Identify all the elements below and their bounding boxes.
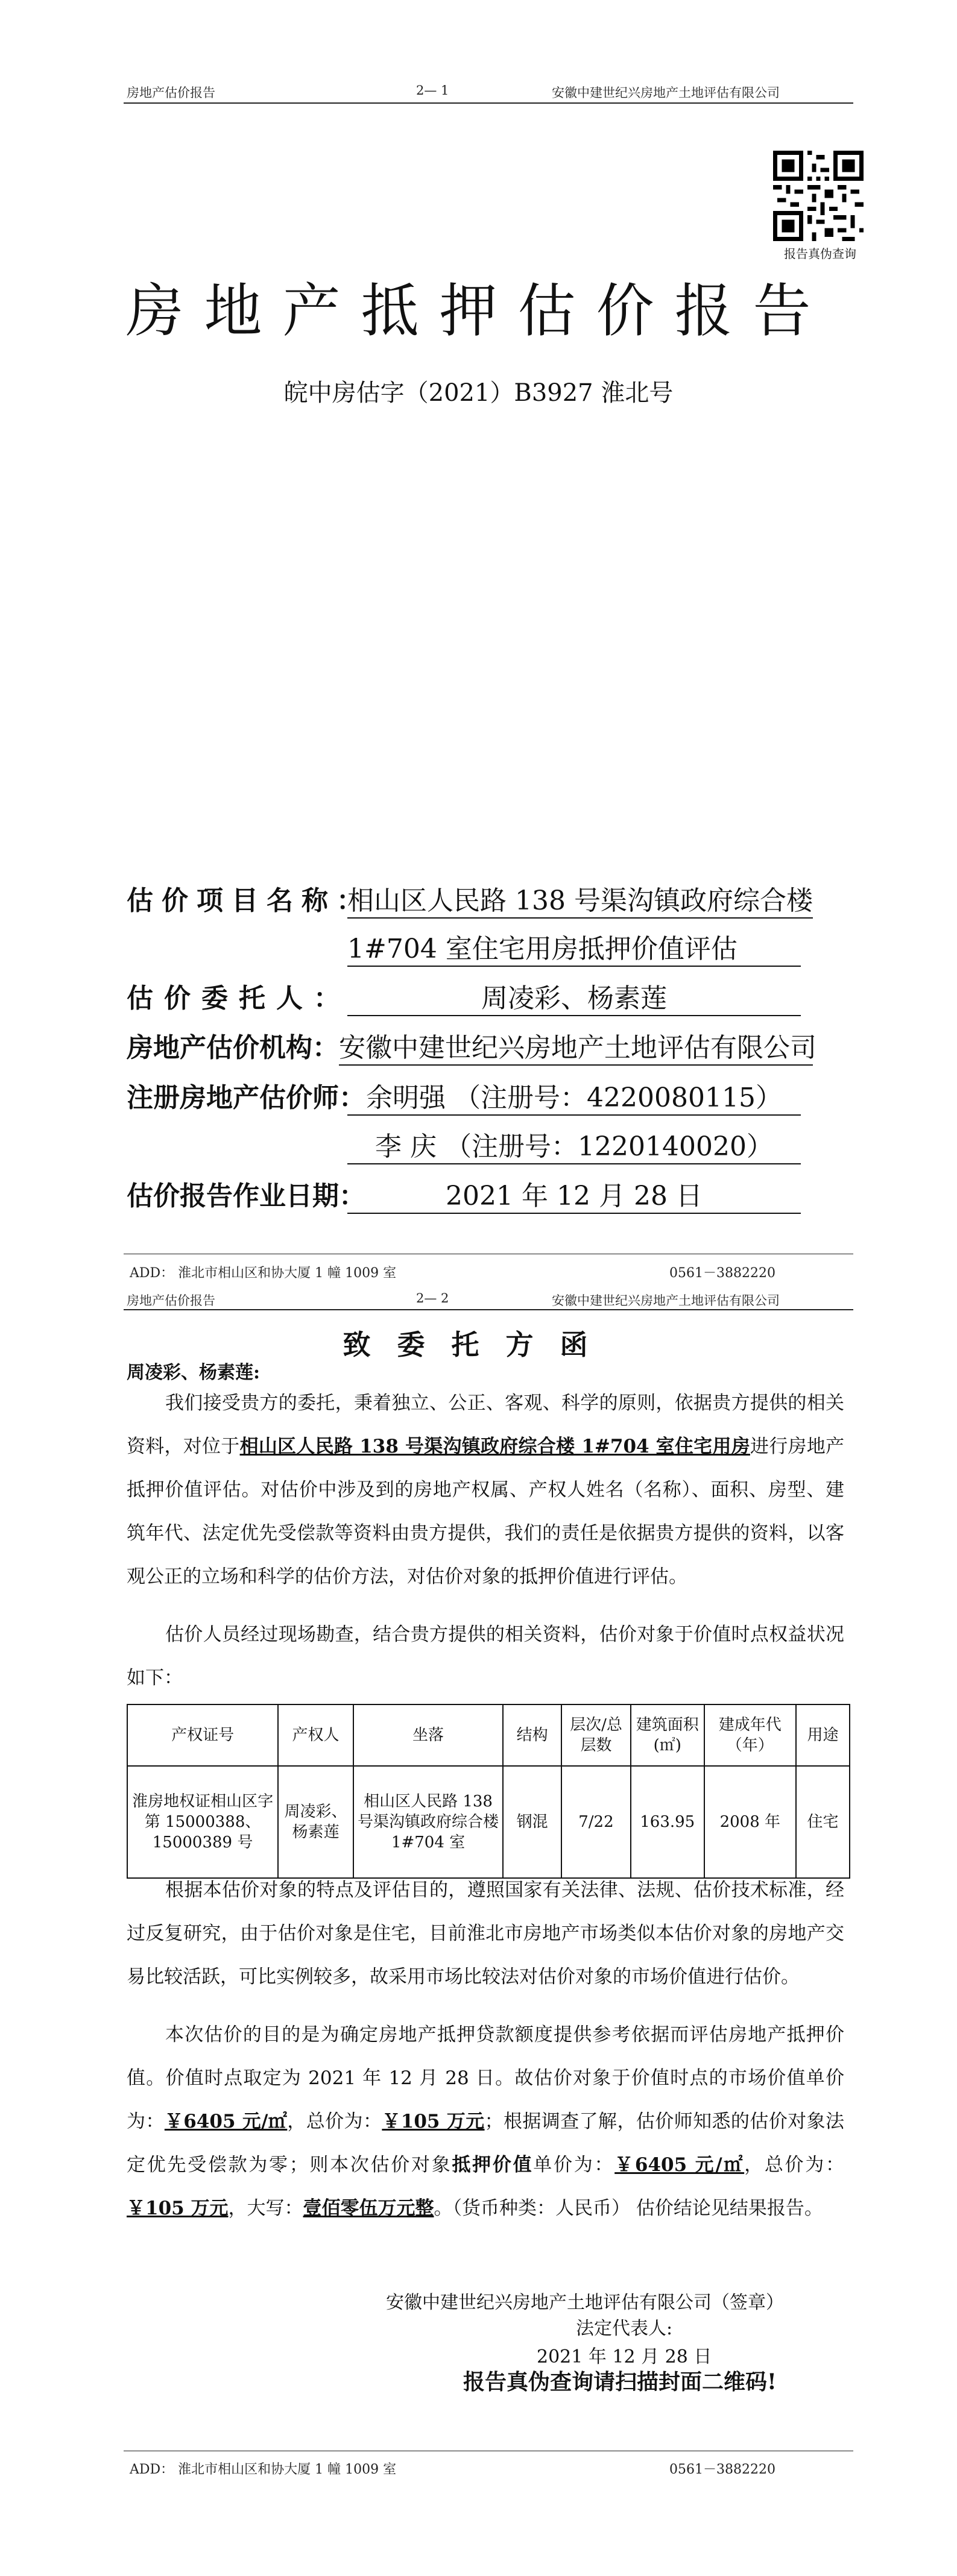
qr-caption: 报告真伪查询: [784, 247, 856, 261]
col-area: 建筑面积(㎡): [631, 1704, 704, 1766]
field-appraiser-2: 李 庆 （注册号：1220140020）: [347, 1125, 801, 1164]
header-page-number-2: 2— 2: [416, 1291, 449, 1305]
p4-text-b: ，总价为：: [287, 2111, 382, 2132]
col-use: 用途: [796, 1704, 850, 1766]
paragraph-1: [127, 1381, 844, 1598]
cell-use: 住宅: [796, 1766, 850, 1878]
p4-text-f: ，总价为：: [744, 2154, 844, 2176]
col-floor: 层次/总层数: [561, 1704, 631, 1766]
field-agency-row: [127, 1026, 816, 1066]
salutation: 周凌彩、杨素莲:: [127, 1362, 261, 1383]
col-structure: 结构: [503, 1704, 561, 1766]
field-appraiser-row: [127, 1076, 801, 1116]
cell-year: 2008 年: [704, 1766, 797, 1878]
field-appraiser-1: 余明强 （注册号：4220080115）: [347, 1076, 801, 1116]
p4-mortgage-value: 抵押价值: [452, 2154, 534, 2176]
p4-text-c: ；根据调查了解，估价师知悉的估价对象法定优先受偿款为零；则本次估价对象: [127, 2111, 844, 2176]
footer-phone: 0561－3882220: [669, 1266, 775, 1281]
field-client-row: [127, 976, 801, 1016]
field-appraiser-label: 注册房地产估价师：: [127, 1082, 365, 1113]
p1-text-c: 进行房地产抵押价值评估。对估价中涉及到的房地产权属、产权人姓名（名称）、面积、房型、建筑年代、法定优先受偿款等资料由贵方提供，我们的责任是依据贵方提供的资料，以客观公正的立场和科学的估价方法，对估价对象的抵押价值进行评估。: [127, 1436, 845, 1588]
paragraph-4: [127, 2013, 844, 2230]
header-left: 房地产估价报告: [127, 86, 215, 100]
cell-structure: 钢混: [503, 1766, 561, 1878]
p4-total-price: ￥105 万元: [382, 2111, 485, 2132]
signature-company: 安徽中建世纪兴房地产土地评估有限公司（签章）: [386, 2292, 784, 2313]
header-page-number: 2— 1: [416, 83, 449, 98]
cell-location: 相山区人民路 138 号渠沟镇政府综合楼 1#704 室: [353, 1766, 504, 1878]
p4-unit-price: ￥6405 元/㎡: [164, 2111, 288, 2132]
p4-total-price-2: ￥105 万元: [127, 2197, 229, 2219]
signature-date: 2021 年 12 月 28 日: [537, 2346, 712, 2367]
header-company-2: 安徽中建世纪兴房地产土地评估有限公司: [552, 1293, 780, 1308]
field-project-value-line2: 1#704 室住宅用房抵押价值评估: [347, 927, 801, 967]
field-appraiser-row-2: [347, 1125, 801, 1164]
report-title: 房地产抵押估价报告: [125, 277, 832, 345]
field-date-value: 2021 年 12 月 28 日: [347, 1174, 801, 1214]
p1-text-a: 我们接受贵方的委托，秉着独立、公正、客观、科学的原则，依据贵方提供的相关资料，对位于: [127, 1392, 844, 1457]
p4-text-h: 。（货币种类：人民币） 估价结论见结果报告。: [434, 2197, 823, 2219]
field-project-row-2: [347, 927, 801, 967]
footer-address: ADD： 淮北市相山区和协大厦 1 幢 1009 室: [130, 1266, 397, 1281]
cell-owner: 周凌彩、杨素莲: [278, 1766, 353, 1878]
field-date-label: 估价报告作业日期：: [127, 1181, 365, 1211]
col-location: 坐落: [353, 1704, 504, 1766]
field-project-row: [127, 879, 813, 919]
header-left-2: 房地产估价报告: [127, 1293, 215, 1308]
col-cert-no: 产权证号: [127, 1704, 278, 1766]
footer-address-2: ADD： 淮北市相山区和协大厦 1 幢 1009 室: [130, 2462, 397, 2477]
p4-text-e: 单价为：: [533, 2154, 615, 2176]
field-agency-value: 安徽中建世纪兴房地产土地评估有限公司: [339, 1026, 813, 1066]
signature-representative: 法定代表人:: [576, 2318, 673, 2339]
cell-floor: 7/22: [561, 1766, 631, 1878]
footer-phone-2: 0561－3882220: [669, 2462, 775, 2477]
cell-cert-no: 淮房地权证相山区字第 15000388、15000389 号: [127, 1766, 278, 1878]
field-client-value: 周凌彩、杨素莲: [347, 976, 801, 1016]
field-agency-label: 房地产估价机构：: [127, 1032, 339, 1063]
field-project-value-line1: 相山区人民路 138 号渠沟镇政府综合楼: [347, 879, 813, 919]
cell-area: 163.95: [631, 1766, 704, 1878]
header-rule-2: [124, 1309, 853, 1310]
field-client-label: 估价委托人：: [127, 983, 351, 1014]
table-header-row: [127, 1704, 850, 1766]
table-row: [127, 1766, 850, 1878]
header-company: 安徽中建世纪兴房地产土地评估有限公司: [552, 86, 780, 100]
letter-title: 致委托方函: [343, 1328, 614, 1361]
p4-unit-price-2: ￥6405 元/㎡: [614, 2154, 745, 2176]
p4-text-g: ，大写：: [228, 2197, 303, 2219]
paragraph-3: 根据本估价对象的特点及评估目的，遵照国家有关法律、法规、估价技术标准，经过反复研究，由于估价对象是住宅，目前淮北市房地产市场类似本估价对象的房地产交易比较活跃，可比实例较多，故采用市场比较法对估价对象的市场价值进行估价。: [127, 1879, 844, 1988]
header-rule: [124, 102, 853, 104]
verification-note: 报告真伪查询请扫描封面二维码!: [463, 2369, 777, 2395]
field-date-row: [127, 1174, 801, 1214]
property-info-table: [127, 1704, 850, 1879]
p1-property-address: 相山区人民路 138 号渠沟镇政府综合楼 1#704 室住宅用房: [239, 1436, 750, 1457]
col-year: 建成年代（年）: [704, 1704, 797, 1766]
field-project-label: 估价项目名称：: [127, 885, 371, 916]
p4-amount-in-words: 壹佰零伍万元整: [303, 2197, 434, 2219]
col-owner: 产权人: [278, 1704, 353, 1766]
document-number: 皖中房估字（2021）B3927 淮北号: [283, 379, 674, 407]
p4-text-a: 本次估价的目的是为确定房地产抵押贷款额度提供参考依据而评估房地产抵押价值。价值时点取定为 2021 年 12 月 28 日。故估价对象于价值时点的市场价值单价为：: [127, 2024, 844, 2132]
qr-code: [773, 151, 864, 241]
paragraph-2: 估价人员经过现场勘查，结合贵方提供的相关资料，估价对象于价值时点权益状况如下：: [127, 1624, 844, 1689]
